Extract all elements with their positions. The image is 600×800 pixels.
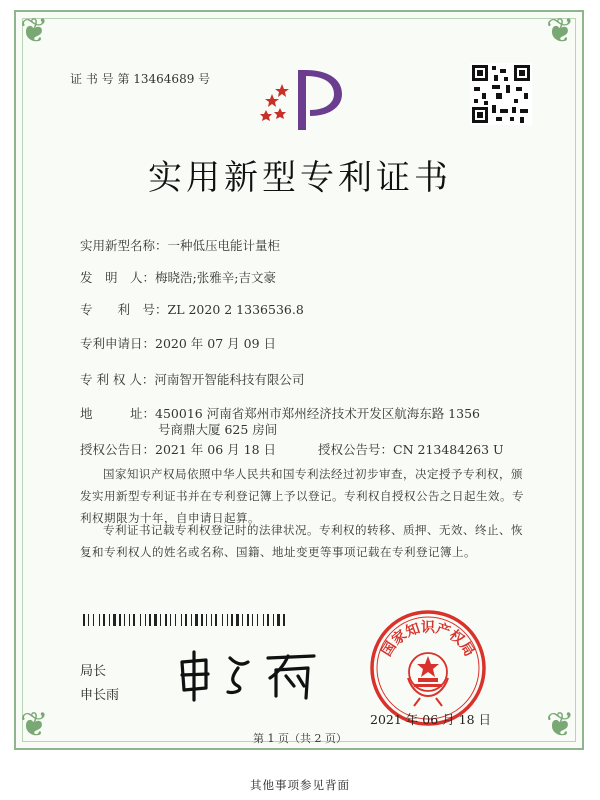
address-value-line1: 450016 河南省郑州市郑州经济技术开发区航海东路 1356 [155, 406, 480, 421]
barcode-icon [83, 614, 286, 626]
grant-number-label: 授权公告号： [318, 442, 394, 457]
corner-ornament-top-left-icon: ❦ [20, 11, 49, 51]
director-signature-icon [172, 648, 322, 702]
application-date-value: 2020 年 07 月 09 日 [155, 336, 277, 351]
grant-number-value: CN 213484263 U [393, 442, 504, 457]
corner-ornament-top-right-icon: ❦ [546, 11, 575, 51]
seal-date: 2021 年 06 月 18 日 [370, 712, 491, 727]
qr-code-icon [470, 63, 532, 125]
application-date-label: 专利申请日： [80, 336, 156, 351]
utility-model-name-label: 实用新型名称： [80, 238, 168, 253]
utility-model-name-value: 一种低压电能计量柜 [167, 238, 281, 253]
corner-ornament-bottom-right-icon: ❦ [546, 705, 575, 745]
page-number: 第 1 页（共 2 页） [253, 732, 347, 745]
inventor-value: 梅晓浩;张雅辛;吉文豪 [155, 270, 276, 285]
address-row [80, 404, 480, 422]
grant-date-value: 2021 年 06 月 18 日 [155, 442, 277, 457]
footer-note: 其他事项参见背面 [250, 778, 350, 792]
patent-number-value: ZL 2020 2 1336536.8 [167, 302, 304, 317]
certificate-title: 实用新型专利证书 [148, 158, 452, 198]
application-date-row [80, 334, 276, 352]
patentee-label: 专 利 权 人： [80, 372, 155, 387]
grant-date-row [80, 440, 276, 458]
address-value-line2: 号商鼎大厦 625 房间 [158, 422, 278, 437]
patent-number-label: 专 利 号： [80, 302, 168, 317]
patent-number-row [80, 300, 304, 318]
director-title: 局长 [80, 664, 107, 679]
seal-text: 国家知识产权局 [378, 620, 478, 660]
grant-statement-paragraph: 国家知识产权局依照中华人民共和国专利法经过初步审查，决定授予专利权，颁发实用新型专利证书并在专利登记簿上予以登记。专利权自授权公告之日起生效。专利权期限为十年，自申请日起算。 [80, 467, 524, 525]
director-name: 申长雨 [80, 688, 120, 703]
grant-number-row [318, 440, 504, 458]
certificate-number: 证 书 号 第 13464689 号 [70, 72, 211, 86]
patent-office-logo-icon [258, 64, 348, 136]
address-label: 地 址： [80, 406, 156, 421]
utility-model-name-row [80, 236, 280, 254]
inventor-label: 发 明 人： [80, 270, 156, 285]
legal-status-paragraph: 专利证书记载专利权登记时的法律状况。专利权的转移、质押、无效、终止、恢复和专利权人的姓名或名称、国籍、地址变更等事项记载在专利登记簿上。 [80, 523, 523, 559]
corner-ornament-bottom-left-icon: ❦ [20, 705, 49, 745]
patentee-value: 河南智开智能科技有限公司 [154, 372, 305, 387]
patentee-row [80, 370, 304, 388]
inventor-row [80, 268, 276, 286]
grant-date-label: 授权公告日： [80, 442, 156, 457]
